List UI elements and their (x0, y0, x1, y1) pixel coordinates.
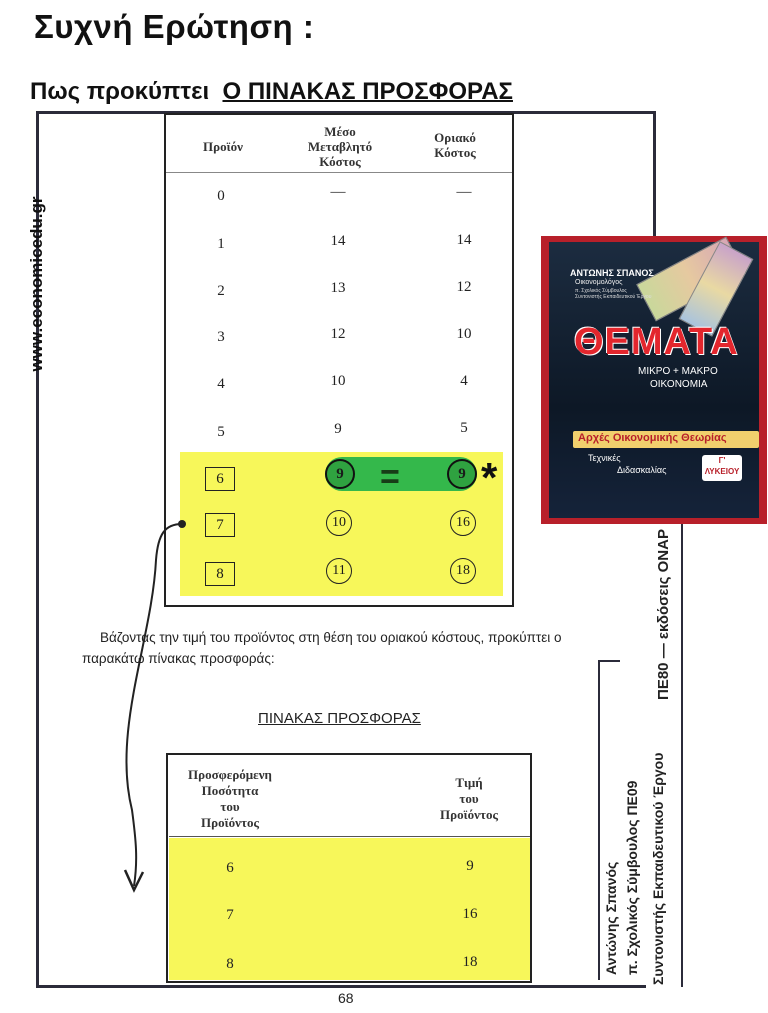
supply-row6-p: 9 (466, 858, 474, 874)
header-avc: Μέσο Μεταβλητό Κόστος (307, 124, 373, 169)
page-number: 68 (338, 990, 354, 1006)
row7-q-box: 7 (205, 513, 235, 537)
book-title: ΘΕΜΑΤΑ (574, 321, 739, 363)
row0-mc: — (456, 184, 472, 200)
page-title: Συχνή Ερώτηση : (34, 8, 315, 45)
row3-q: 3 (217, 329, 225, 345)
book-author: ΑΝΤΩΝΗΣ ΣΠΑΝΟΣ (570, 268, 654, 278)
row6-q-box: 6 (205, 467, 235, 491)
row2-avc: 13 (330, 280, 346, 296)
right-vertical-line (681, 524, 683, 987)
book-spec-2: Διδασκαλίας (617, 465, 667, 475)
supply-header-divider (169, 836, 530, 837)
book-subtitle-2: ΟΙΚΟΝΟΜΙΑ (650, 379, 708, 390)
row4-q: 4 (217, 376, 225, 392)
subtitle-prefix: Πως προκύπτει (30, 78, 210, 105)
vertical-name-text: Αντώνης Σπανός (603, 861, 619, 975)
row4-avc: 10 (330, 373, 346, 389)
book-author-role3: Συντονιστής Εκπαιδευτικού Έργου (575, 294, 652, 300)
row6-avc-circle: 9 (325, 459, 355, 489)
frame-right-line (653, 111, 656, 239)
frame-bottom-line (36, 985, 646, 988)
book-grade-badge: Γ' ΛΥΚΕΙΟΥ (702, 455, 742, 481)
row1-mc: 14 (456, 232, 472, 248)
supply-header-price: Τιμή του Προϊόντος (440, 775, 498, 822)
explanation-paragraph: Βάζοντας την τιμή του προϊόντος στη θέση του οριακού κόστους, προκύπτει ο παρακάτω πίνακας προσφοράς: (82, 630, 562, 666)
book-spec-1: Τεχνικές (588, 453, 621, 463)
book-author-role2: π. Σχολικός Σύμβουλος (575, 288, 627, 294)
row3-mc: 10 (456, 326, 472, 342)
row1-avc: 14 (330, 233, 346, 249)
row0-avc: — (330, 184, 346, 200)
cost-table-header-divider (166, 172, 512, 173)
book-subtitle-1: ΜΙΚΡΟ + ΜΑΚΡΟ (638, 366, 718, 377)
row5-mc: 5 (460, 420, 468, 436)
row8-q-box: 8 (205, 562, 235, 586)
supply-row7-q: 7 (226, 907, 234, 923)
row7-avc-circle: 10 (326, 510, 352, 536)
row0-q: 0 (217, 188, 225, 204)
supply-table-title: ΠΙΝΑΚΑΣ ΠΡΟΣΦΟΡΑΣ (258, 710, 421, 727)
book-author-role: Οικονομολόγος (575, 279, 623, 286)
supply-row6-q: 6 (226, 860, 234, 876)
supply-row8-p: 18 (462, 954, 478, 970)
supply-header-quantity: Προσφερόμενη Ποσότητα του Προϊόντος (188, 767, 272, 830)
frame-inner-line (598, 660, 600, 980)
row3-avc: 12 (330, 326, 346, 342)
supply-row7-p: 16 (462, 906, 478, 922)
book-banner-text: Αρχές Οικονομικής Θεωρίας (578, 432, 727, 444)
equals-sign: = (380, 458, 400, 496)
subtitle-emphasis: Ο ΠΙΝΑΚΑΣ ΠΡΟΣΦΟΡΑΣ (222, 78, 513, 105)
row5-avc: 9 (334, 421, 342, 437)
vertical-publisher-text: ΠΕ80 — εκδόσεις ΟΝΑΡ (655, 529, 672, 700)
row2-q: 2 (217, 283, 225, 299)
page-subtitle (30, 78, 513, 106)
vertical-coordinator-text: Συντονιστής Εκπαιδευτικού Έργου (650, 752, 666, 985)
row5-q: 5 (217, 424, 225, 440)
row4-mc: 4 (460, 373, 468, 389)
row6-mc-circle: 9 (447, 459, 477, 489)
asterisk-mark: * (481, 454, 498, 501)
header-product: Προϊόν (203, 139, 243, 154)
row1-q: 1 (217, 236, 225, 252)
vertical-advisor-text: π. Σχολικός Σύμβουλος ΠΕ09 (624, 780, 640, 975)
supply-row8-q: 8 (226, 956, 234, 972)
row2-mc: 12 (456, 279, 472, 295)
row7-mc-circle: 16 (450, 510, 476, 536)
row8-avc-circle: 11 (326, 558, 352, 584)
header-mc: Οριακό Κόστος (434, 130, 476, 160)
side-website-url: www.economicedu.gr (27, 196, 46, 372)
row8-mc-circle: 18 (450, 558, 476, 584)
